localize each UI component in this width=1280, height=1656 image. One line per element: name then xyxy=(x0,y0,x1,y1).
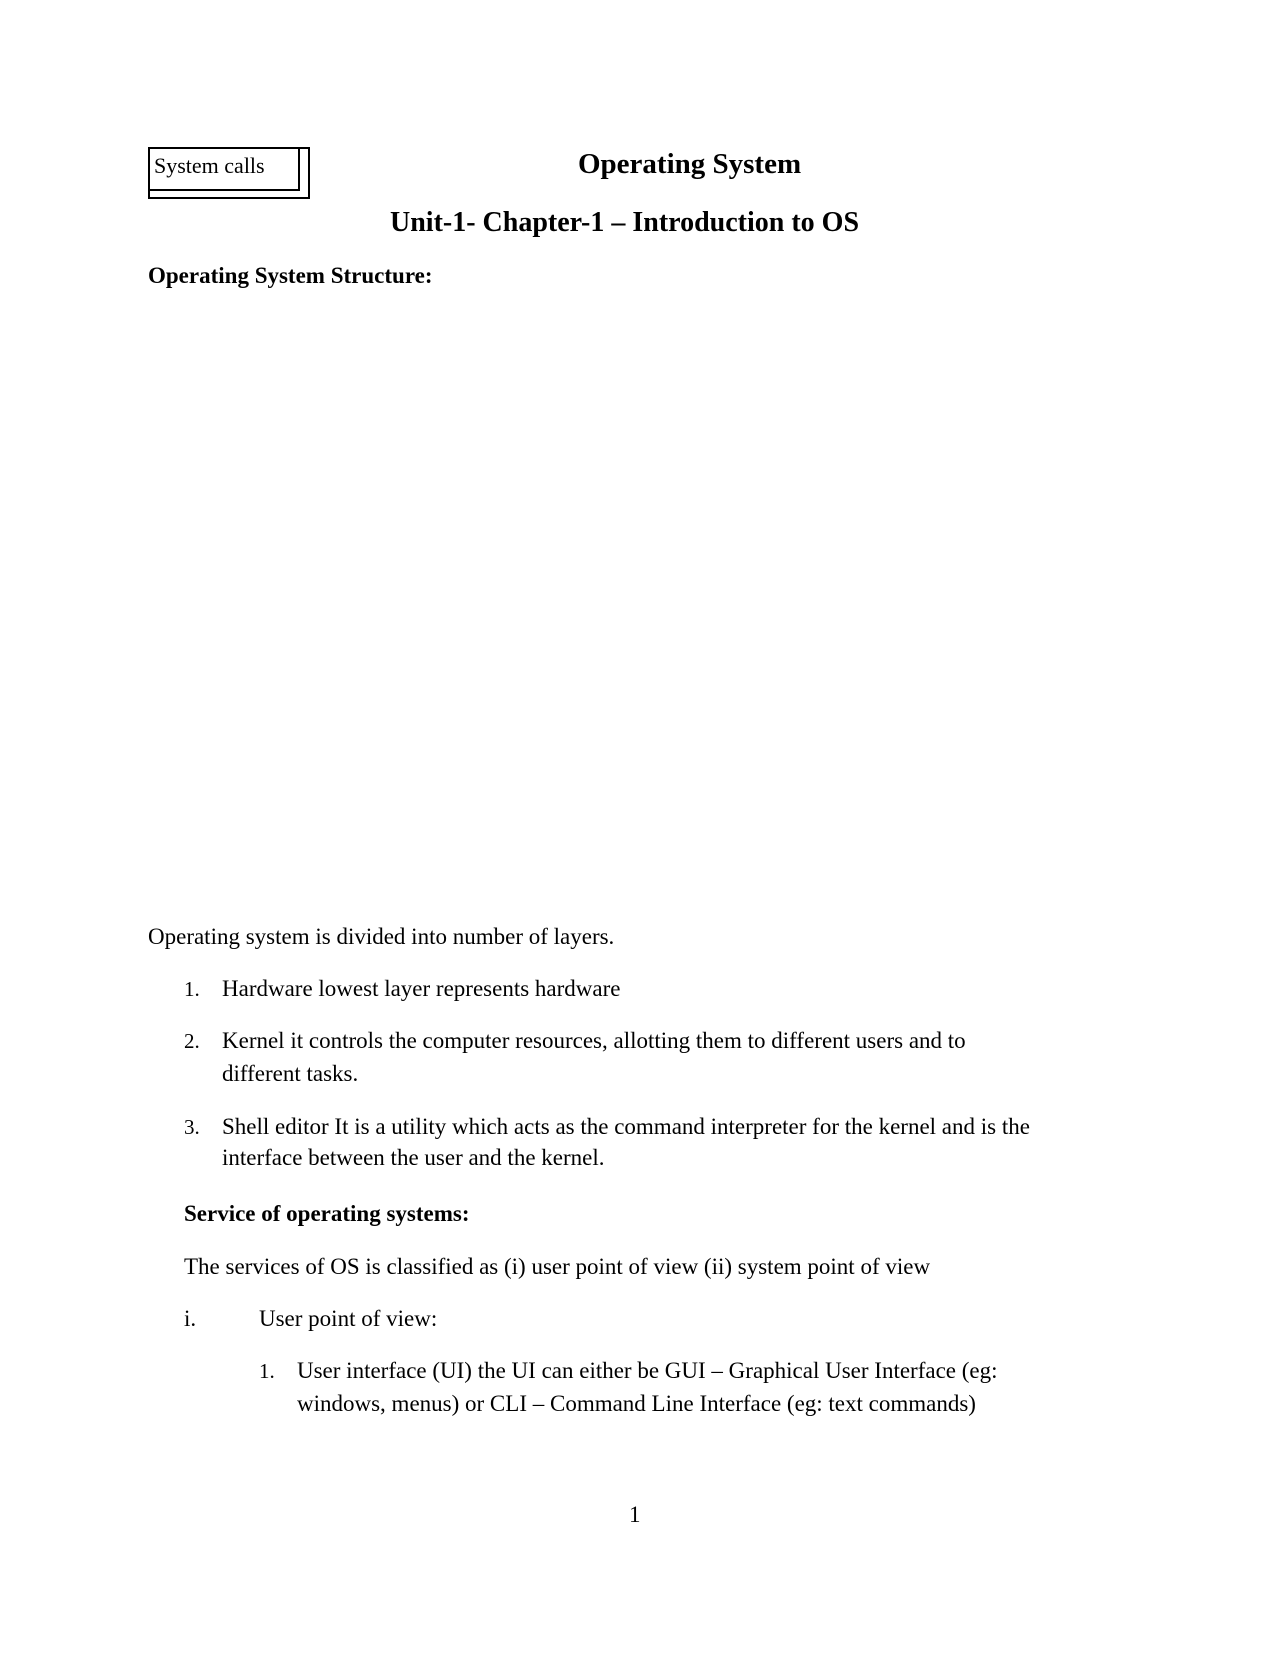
layers-intro: Operating system is divided into number of layers. xyxy=(148,924,615,949)
user-point-of-view-label: User point of view: xyxy=(259,1306,438,1331)
sub-item-user-interface: User interface (UI) the UI can either be GUI – Graphical User Interface (eg: xyxy=(297,1358,998,1383)
layer-item-hardware: Hardware lowest layer represents hardware xyxy=(222,976,621,1001)
layer-item-shell: Shell editor It is a utility which acts as the command interpreter for the kernel and is the xyxy=(222,1114,1030,1139)
layer-number: 1. xyxy=(184,977,200,1001)
system-calls-box xyxy=(148,147,310,199)
roman-number: i. xyxy=(184,1306,197,1331)
system-calls-inner-frame xyxy=(150,149,300,191)
system-calls-label: System calls xyxy=(154,153,265,178)
sub-item-number: 1. xyxy=(259,1359,275,1383)
page-title: Operating System xyxy=(578,148,802,180)
layer-item-kernel-cont: different tasks. xyxy=(222,1061,359,1086)
page-number: 1 xyxy=(629,1502,641,1527)
services-heading: Service of operating systems: xyxy=(184,1201,470,1226)
layer-number: 2. xyxy=(184,1029,200,1053)
structure-heading: Operating System Structure: xyxy=(148,263,433,288)
sub-item-user-interface-cont: windows, menus) or CLI – Command Line Interface (eg: text commands) xyxy=(297,1391,976,1416)
services-intro: The services of OS is classified as (i) user point of view (ii) system point of view xyxy=(184,1254,931,1279)
layer-item-shell-cont: interface between the user and the kernel. xyxy=(222,1145,605,1170)
chapter-subtitle: Unit-1- Chapter-1 – Introduction to OS xyxy=(390,207,860,238)
layer-number: 3. xyxy=(184,1115,200,1139)
layer-item-kernel: Kernel it controls the computer resources, allotting them to different users and to xyxy=(222,1028,966,1053)
diagram-placeholder xyxy=(148,300,1108,900)
